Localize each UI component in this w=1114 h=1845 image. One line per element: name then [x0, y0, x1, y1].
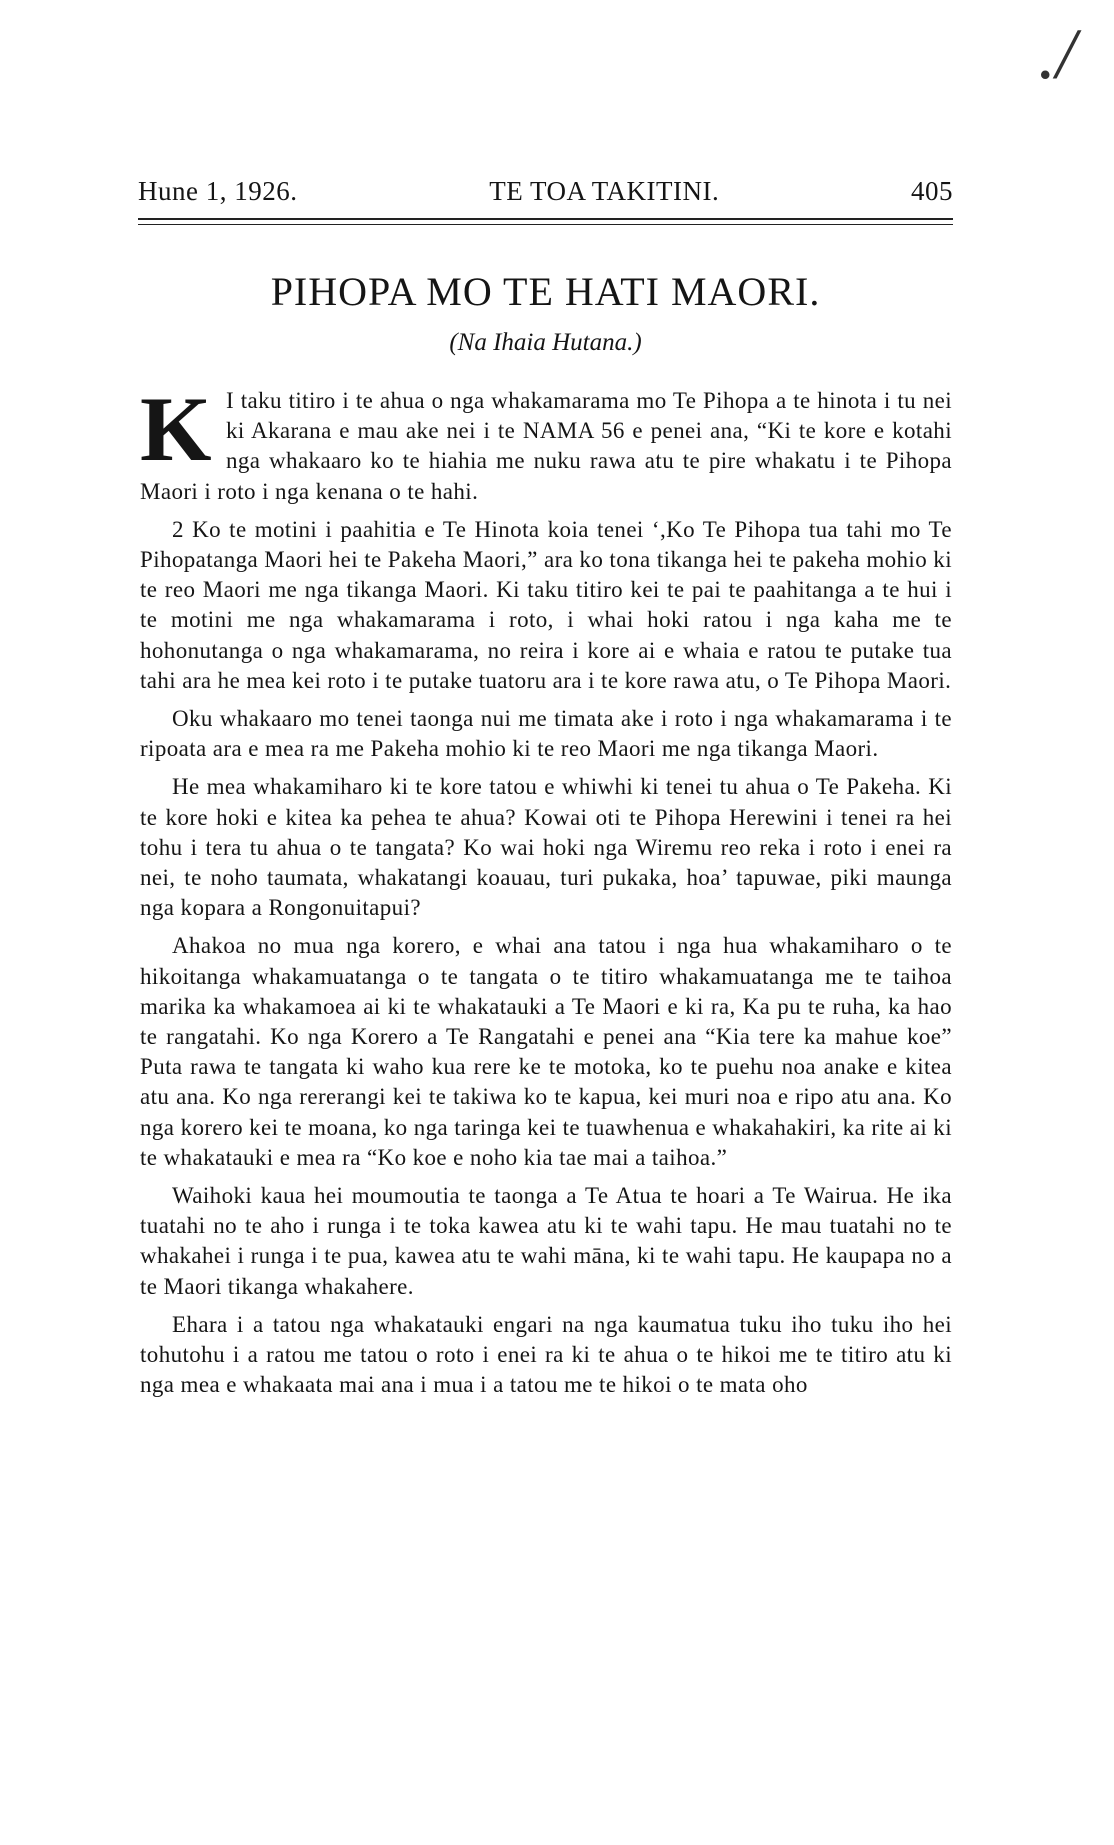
- running-header: [138, 176, 953, 207]
- page-number: 405: [911, 176, 953, 206]
- paragraph-7: Ehara i a tatou nga whakatauki engari na nga kaumatua tuku iho tuku iho hei tohutohu i a ratou me tatou o roto i enei ra ki te ahua o te hikoi me te titiro atu ki nga mea e whakaata mai ana i mua i a tatou me te hikoi o te mata oho: [140, 1311, 952, 1398]
- header-rule-thin: [138, 224, 953, 225]
- paragraph-5: Ahakoa no mua nga korero, e whai ana tatou i nga hua whakamiharo o te hikoitanga whakamuatanga o te tangata o te titiro whakamuatanga me te taihoa marika ka whakamoea ai ki te whakatauki a Te Maori e ki ra, Ka pu te ruha, ka hao te rangatahi. Ko nga Korero a Te Rangatahi e penei ana “Kia tere ka mahue koe” Puta rawa te tangata ki waho kua rere ke te motoka, ko te puehu noa anake e kitea atu ana. Ko nga rererangi kei te takiwa ko te kapua, kei muri noa e ripo atu ana. Ko nga korero kei te moana, ko nga taringa kei te tuawhenua e whakahakiri, ka rite ai ki te whakatauki e mea ra “Ko koe e noho kia tae mai a taihoa.”: [140, 933, 952, 1170]
- article-title: PIHOPA MO TE HATI MAORI.: [270, 269, 821, 314]
- journal-title: TE TOA TAKITINI.: [489, 176, 720, 206]
- issue-date: Hune 1, 1926.: [138, 176, 298, 206]
- paragraph-2: 2 Ko te motini i paahitia e Te Hinota koia tenei ‘,Ko Te Pihopa tua tahi mo Te Pihopatanga Maori hei te Pakeha Maori,” ara ko tona tikanga hei te pakeha mohio ki te reo Maori me nga tikanga Maori. Ki taku titiro kei te pai te paahitanga a te hui i te motini me nga whakamarama i roto, i whai hoki ratou i nga kaha me te hohonutanga o nga whakamarama, no reira i kore ai e whaia e ratou te putake tua tahi ara he mea kei roto i te putake tuatoru ara i te kore rawa atu, o Te Pihopa Maori.: [140, 516, 952, 693]
- paragraph-3: Oku whakaaro mo tenei taonga nui me timata ake i roto i nga whakamarama i te ripoata ara e mea ra me Pakeha mohio ki te reo Maori me nga tikanga Maori.: [140, 706, 952, 762]
- article-byline: (Na Ihaia Hutana.): [449, 329, 642, 356]
- drop-cap: K: [140, 378, 212, 480]
- handwritten-corner-mark: ./: [1037, 14, 1076, 94]
- header-rule-thick: [138, 218, 953, 220]
- paragraph-1-text: I taku titiro i te ahua o nga whakamarama mo Te Pihopa a te hinota i tu nei ki Akarana e mau ake nei i te NAMA 56 e penei ana, “Ki te kore e kotahi nga whakaaro ko te hiahia me nuku rawa atu te pire whakatu i te Pihopa Maori i roto i nga kenana o te hahi.: [140, 388, 952, 504]
- paragraph-4: He mea whakamiharo ki te kore tatou e whiwhi ki tenei tu ahua o Te Pakeha. Ki te kore hoki e kitea ka pehea te ahua? Kowai oti te Pihopa Herewini i tenei ra hei tohu i tera tu ahua o te tangata? Ko wai hoki nga Wiremu reo reka i roto i enei ra nei, te noho taumata, whakatangi koauau, turi pukaka, hoa’ tapuwae, piki maunga nga kopara a Rongonuitapui?: [140, 774, 952, 921]
- paragraph-6: Waihoki kaua hei moumoutia te taonga a Te Atua te hoari a Te Wairua. He ika tuatahi no te aho i runga i te toka kawea atu ki te wahi tapu. He mau tuatahi no te whakahei i runga i te pua, kawea atu te wahi māna, ki te wahi tapu. He kaupapa no a te Maori tikanga whakahere.: [140, 1183, 952, 1299]
- paragraph-1: [140, 378, 952, 507]
- article-body: [140, 378, 952, 1409]
